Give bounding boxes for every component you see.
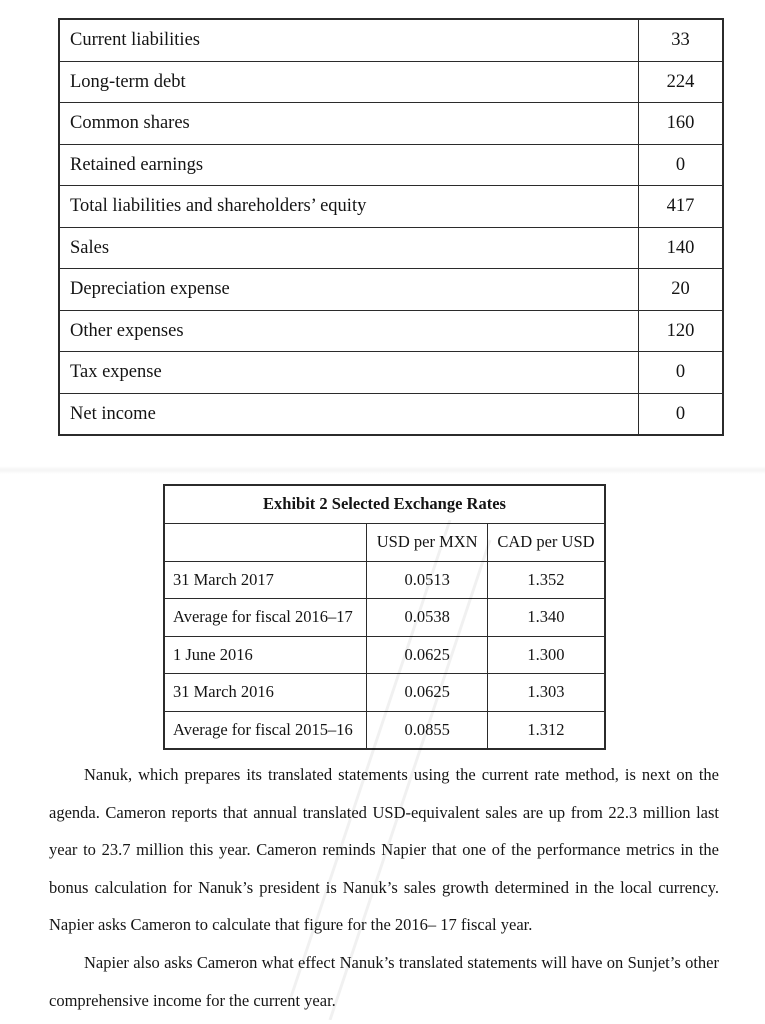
usd-per-mxn-value: 0.0538 — [367, 599, 488, 637]
table-row — [59, 61, 723, 103]
usd-per-mxn-value: 0.0625 — [367, 674, 488, 712]
row-value: 160 — [639, 103, 724, 145]
usd-per-mxn-value: 0.0513 — [367, 561, 488, 599]
table-row — [164, 561, 605, 599]
table-row — [59, 144, 723, 186]
cad-per-usd-value: 1.340 — [487, 599, 605, 637]
usd-per-mxn-value: 0.0855 — [367, 711, 488, 749]
row-value: 224 — [639, 61, 724, 103]
column-header-usd-per-mxn: USD per MXN — [367, 524, 488, 562]
table-row — [59, 352, 723, 394]
row-value: 140 — [639, 227, 724, 269]
row-value: 417 — [639, 186, 724, 228]
row-value: 0 — [639, 144, 724, 186]
table-row — [59, 310, 723, 352]
column-header-blank — [164, 524, 367, 562]
row-value: 0 — [639, 352, 724, 394]
exchange-rates-table — [163, 484, 606, 750]
paragraph: Nanuk, which prepares its translated statements using the current rate method, is next on the agenda. Cameron reports that annual translated USD-equivalent sales are up from 22.3 million last year to 23.7 million this year. Cameron reminds Napier that one of the performance metrics in the bonus calculation for Nanuk’s president is Nanuk’s sales growth determined in the local currency. Napier asks Cameron to calculate that figure for the 2016– 17 fiscal year. — [49, 765, 719, 935]
row-label: Retained earnings — [59, 144, 639, 186]
cad-per-usd-value: 1.312 — [487, 711, 605, 749]
rate-date-label: Average for fiscal 2015–16 — [164, 711, 367, 749]
row-value: 0 — [639, 393, 724, 435]
table-row — [164, 711, 605, 749]
row-label: Depreciation expense — [59, 269, 639, 311]
column-header-cad-per-usd: CAD per USD — [487, 524, 605, 562]
table-row — [164, 636, 605, 674]
row-label: Long-term debt — [59, 61, 639, 103]
table-row — [59, 393, 723, 435]
exhibit-title-row — [164, 485, 605, 524]
table-row — [59, 103, 723, 145]
row-label: Sales — [59, 227, 639, 269]
rate-date-label: 1 June 2016 — [164, 636, 367, 674]
usd-per-mxn-value: 0.0625 — [367, 636, 488, 674]
row-label: Tax expense — [59, 352, 639, 394]
table-row — [59, 227, 723, 269]
row-value: 33 — [639, 19, 724, 61]
row-label: Total liabilities and shareholders’ equity — [59, 186, 639, 228]
row-value: 120 — [639, 310, 724, 352]
row-label: Net income — [59, 393, 639, 435]
row-label: Current liabilities — [59, 19, 639, 61]
table-row — [59, 269, 723, 311]
page-break — [0, 466, 765, 474]
column-header-row — [164, 524, 605, 562]
body-text — [49, 756, 719, 1019]
table-row — [59, 19, 723, 61]
table-row — [59, 186, 723, 228]
rate-date-label: 31 March 2016 — [164, 674, 367, 712]
row-label: Other expenses — [59, 310, 639, 352]
row-label: Common shares — [59, 103, 639, 145]
rate-date-label: 31 March 2017 — [164, 561, 367, 599]
paragraph: Napier also asks Cameron what effect Nanuk’s translated statements will have on Sunjet’s other comprehensive income for the current year. — [49, 952, 719, 1010]
cad-per-usd-value: 1.352 — [487, 561, 605, 599]
row-value: 20 — [639, 269, 724, 311]
rate-date-label: Average for fiscal 2016–17 — [164, 599, 367, 637]
exhibit-title: Exhibit 2 Selected Exchange Rates — [164, 485, 605, 524]
table-row — [164, 599, 605, 637]
cad-per-usd-value: 1.300 — [487, 636, 605, 674]
balance-table — [58, 18, 724, 436]
cad-per-usd-value: 1.303 — [487, 674, 605, 712]
table-row — [164, 674, 605, 712]
